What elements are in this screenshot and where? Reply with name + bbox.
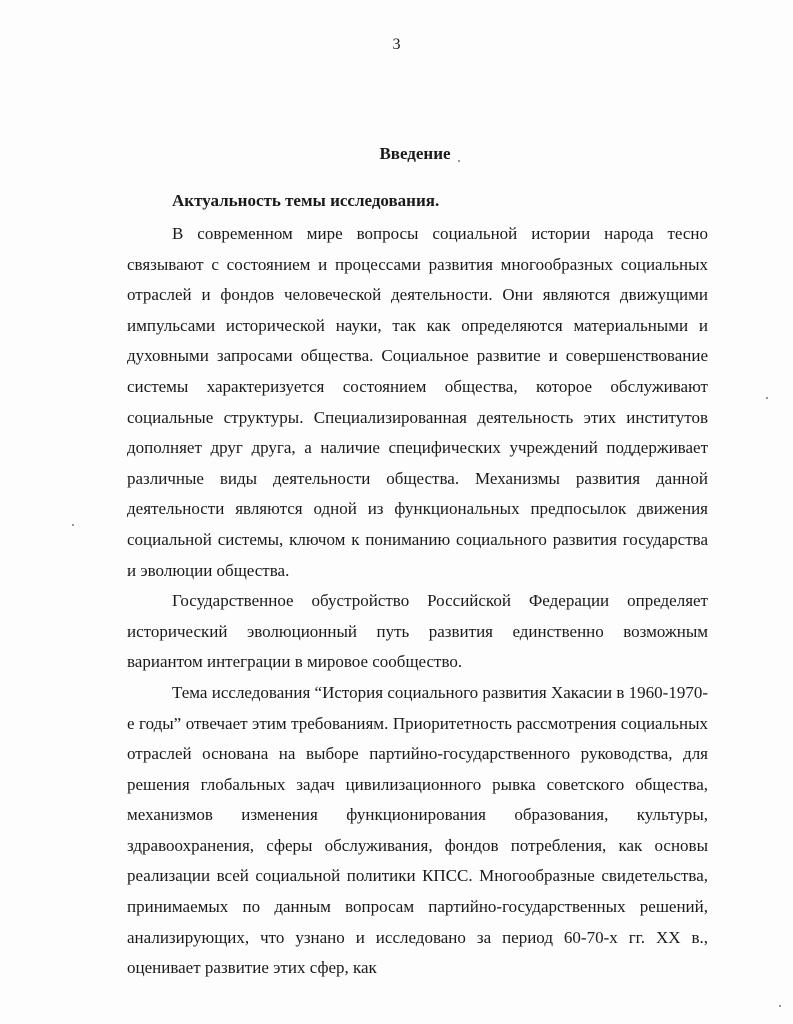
scan-speck: [766, 397, 768, 399]
scan-speck: [458, 160, 460, 162]
page-number: 3: [392, 36, 401, 53]
subsection-heading: Актуальность темы исследования.: [172, 191, 440, 210]
body-text: [127, 219, 708, 984]
paragraph-1: В современном мире вопросы социальной истории народа тесно связывают с состоянием и процессами развития многообразных социальных отраслей и фондов человеческой деятельности. Они являются движущими импульсами исторической науки, так как определяются материальными и духовными запросами общества. Социальное развитие и совершенствование системы характеризуется состоянием общества, которое обслуживают социальные структуры. Специализированная деятельность этих институтов дополняет друг друга, а наличие специфических учреждений поддерживает различные виды деятельности общества. Механизмы развития данной деятельности являются одной из функциональных предпосылок движения социальной системы, ключом к пониманию социального развития государства и эволюции общества.: [127, 224, 708, 580]
paragraph-3: Тема исследования “История социального развития Хакасии в 1960-1970-е годы” отвечает этим требованиям. Приоритетность рассмотрения социальных отраслей основана на выборе партийно-государственного руководства, для решения глобальных задач цивилизационного рывка советского общества, механизмов изменения функционирования образования, культуры, здравоохранения, сферы обслуживания, фондов потребления, как основы реализации всей социальной политики КПСС. Многообразные свидетельства, принимаемых по данным вопросам партийно-государственных решений, анализирующих, что узнано и исследовано за период 60-70-х гг. XX в., оценивает развитие этих сфер, как: [127, 682, 708, 978]
scan-speck: [72, 524, 74, 526]
paragraph-2: Государственное обустройство Российской Федерации определяет исторический эволюционный путь развития единственно возможным вариантом интеграции в мировое сообщество.: [127, 591, 708, 672]
scan-speck: [779, 1005, 781, 1007]
section-heading: Введение: [379, 144, 451, 163]
